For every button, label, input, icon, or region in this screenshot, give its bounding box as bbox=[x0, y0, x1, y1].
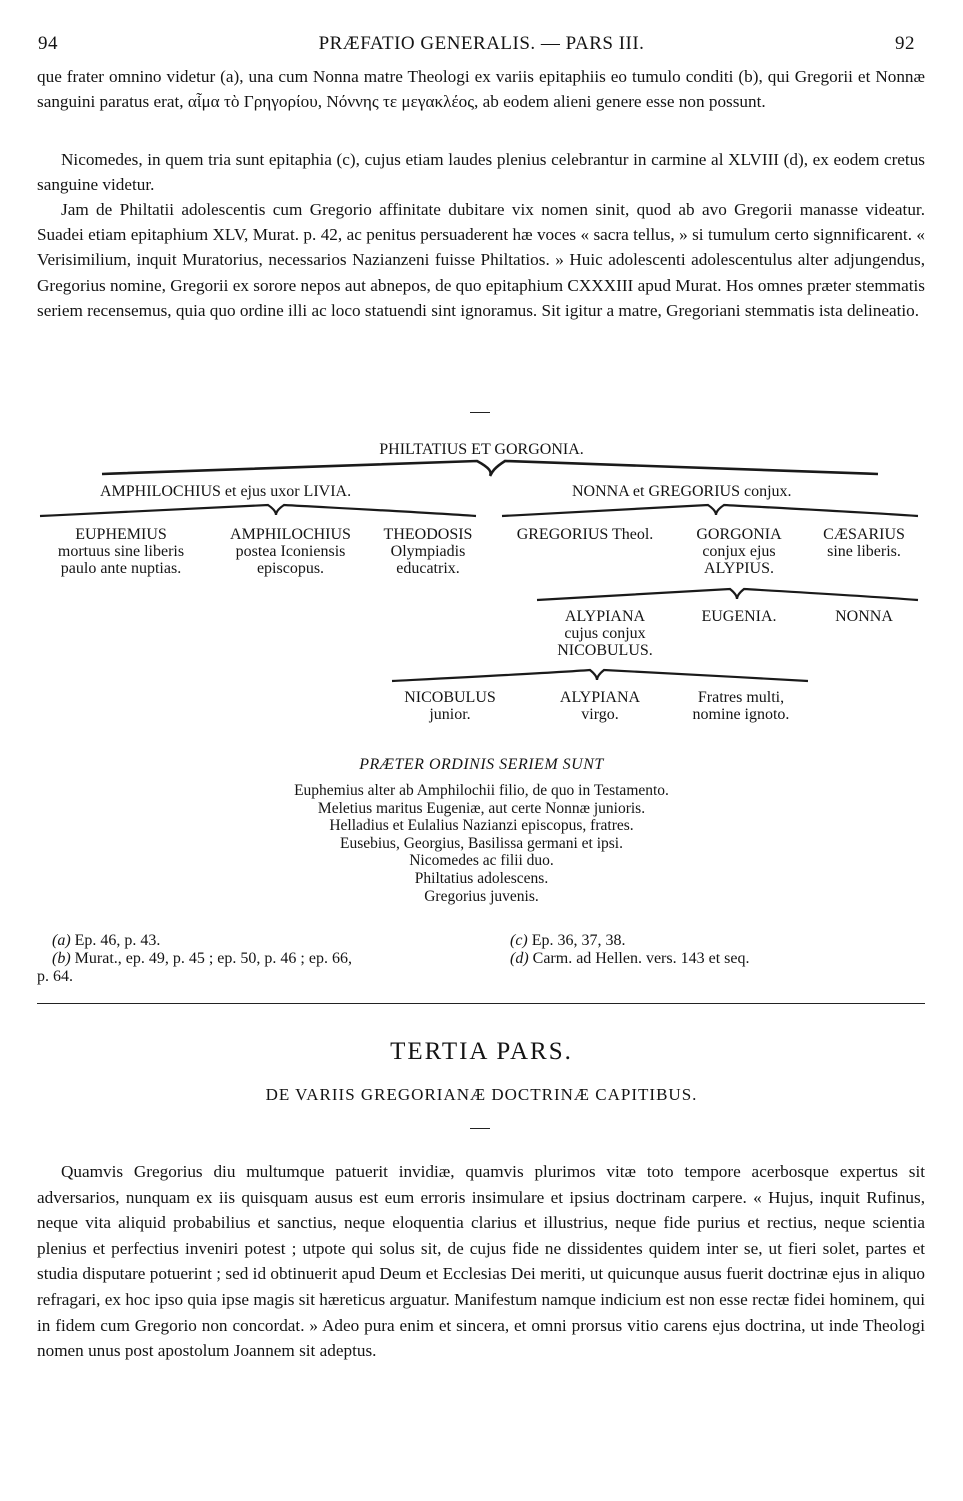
section-title: TERTIA PARS. bbox=[390, 1038, 573, 1065]
tree-eugenia bbox=[680, 608, 798, 625]
tree-node-line: conjux ejus bbox=[702, 543, 776, 560]
tree-node-line: postea Iconiensis bbox=[235, 543, 346, 560]
tree-node-line: junior. bbox=[429, 706, 471, 723]
praeter-line: Euphemius alter ab Amphilochii filio, de quo in Testamento. bbox=[294, 782, 669, 799]
footnote-d bbox=[510, 950, 749, 967]
tree-node-name: CÆSARIUS bbox=[823, 526, 905, 543]
page-number-left: 94 bbox=[38, 33, 58, 54]
tree-node-name: NONNA bbox=[835, 608, 893, 625]
footnote-mark: (b) bbox=[52, 950, 71, 967]
tree-node-name: AMPHILOCHIUS bbox=[230, 526, 351, 543]
tree-node-name: ALYPIANA bbox=[564, 608, 646, 625]
tree-node-line: episcopus. bbox=[256, 560, 325, 577]
intro-paragraph-3: Jam de Philtatii adolescentis cum Gregorio affinitate dubitare vix nomen sinit, quod ab avo Gregorii manasse videatur. Suadei etiam epitaphium XLV, Murat. p. 42, ac penitus persuaderent hæ voces « sacra tellus, » si tumulum certo signnificarent. « Verisimilium, inquit Muratorius, necessarios Nazianzeni fuisse Philtatios. » Huic adolescenti adolescentulus alter adjungendus, Gregorius nomine, Gregorii ex sorore nepos aut abnepos, de quo epitaphium CXXXIII apud Murat. Hos omnes præter stemmatis seriem recensemus, quia quo ordine illi ac loco statuendi sint ignoramus. Sit igitur a matre, Gregoriani stemmatis ista delineatio. bbox=[37, 200, 925, 320]
footnote-mark: (d) bbox=[510, 950, 529, 967]
praeter-line: Philtatius adolescens. bbox=[414, 869, 549, 887]
tree-node-line: ALYPIUS. bbox=[704, 560, 774, 577]
brace-alypiana bbox=[390, 667, 810, 687]
intro-paragraph-2: Nicomedes, in quem tria sunt epitaphia (c), cujus etiam laudes plenius celebrantur in carmine al XLVIII (d), ex eodem cretus sanguine videtur. bbox=[37, 150, 925, 195]
tree-node-name: GORGONIA bbox=[696, 526, 782, 543]
tree-node-name: EUPHEMIUS bbox=[75, 526, 167, 543]
tree-node-line: Olympiadis bbox=[390, 543, 466, 560]
tree-node-name: Fratres multi, bbox=[697, 689, 785, 706]
tree-right-branch: NONNA et GREGORIUS conjux. bbox=[572, 483, 792, 500]
tree-node-line: sine liberis. bbox=[827, 543, 901, 560]
footnote-text: Ep. 46, p. 43. bbox=[74, 932, 161, 949]
tree-alypiana-virgo bbox=[540, 689, 660, 723]
praeter-line: Gregorius juvenis. bbox=[424, 887, 539, 905]
tree-node-line: nomine ignoto. bbox=[692, 706, 790, 723]
footnote-text: Carm. ad Hellen. vers. 143 et seq. bbox=[532, 950, 750, 967]
tree-caesarius bbox=[808, 526, 920, 560]
praeter-list bbox=[0, 782, 963, 905]
footnote-c bbox=[510, 932, 626, 949]
section-subtitle: DE VARIIS GREGORIANÆ DOCTRINÆ CAPITIBUS. bbox=[265, 1085, 698, 1104]
tree-node-name: ALYPIANA bbox=[559, 689, 641, 706]
body-paragraph: Quamvis Gregorius diu multumque patuerit invidiæ, quamvis plurimos vitæ toto tempore acerbosque expertus sit adversarios, nunquam ex iis quisquam ausus est eum erroris insimulare et ipsius doctrinam carpere. « Hujus, inquit Rufinus, neque vita aliquid probabilius et sanctius, neque eloquentia clarius et illustrius, neque fide purius et rectius, neque scientia plenius et perfectius inveniri potest ; utpote qui solus sit, de cujus fide ne dissidentes quidem inter se, ut fieri solet, partes et studia disputare potuerint ; sed id obtinuerit apud Deum et Ecclesias Dei meriti, ut quicunque ausus fuerit doctrinæ ejus in aliquo refragari, ex hoc ipso quia ipse magis sit hæreticus arguatur. Manifestum namque indicium est non esse rectæ fidei hominem, qui in fidem cum Gregorio non concordat. » Adeo pura enim et sincera, et omni prorsus vitio carens ejus doctrina, ut inde Theologi nomen unus post apostolum Joannem sit adeptus. bbox=[37, 1162, 925, 1361]
footnote-b-continued: p. 64. bbox=[37, 968, 73, 985]
tree-gorgonia bbox=[680, 526, 798, 577]
tree-theodosis bbox=[372, 526, 484, 577]
tree-euphemius bbox=[36, 526, 206, 577]
tree-node-line: educatrix. bbox=[396, 560, 460, 577]
footnote-a bbox=[52, 932, 160, 949]
tree-node-name: GREGORIUS Theol. bbox=[516, 526, 654, 543]
tree-node-line: NICOBULUS. bbox=[557, 642, 653, 659]
tree-node-line: cujus conjux bbox=[564, 625, 646, 642]
brace-gorgonia bbox=[535, 586, 920, 606]
praeter-line: Nicomedes ac filii duo. bbox=[409, 852, 554, 870]
praeter-line: Eusebius, Georgius, Basilissa germani et ipsi. bbox=[340, 834, 623, 852]
brace-root bbox=[100, 458, 880, 484]
praeter-line: Helladius et Eulalius Nazianzi episcopus, fratres. bbox=[329, 817, 634, 835]
brace-nonna bbox=[500, 502, 920, 522]
footnote-mark: (c) bbox=[510, 932, 528, 949]
separator-dash bbox=[470, 412, 490, 413]
praeter-heading: PRÆTER ORDINIS SERIEM SUNT bbox=[359, 756, 604, 773]
tree-node-line: virgo. bbox=[581, 706, 619, 723]
tree-node-line: mortuus sine liberis bbox=[57, 543, 185, 560]
running-title: PRÆFATIO GENERALIS. — PARS III. bbox=[318, 33, 645, 54]
tree-left-branch: AMPHILOCHIUS et ejus uxor LIVIA. bbox=[100, 483, 352, 500]
footnote-text: Ep. 36, 37, 38. bbox=[531, 932, 626, 949]
tree-node-line: paulo ante nuptias. bbox=[60, 560, 182, 577]
tree-amphilochius-junior bbox=[208, 526, 373, 577]
tree-nicobulus-junior bbox=[390, 689, 510, 723]
footnote-b bbox=[52, 950, 352, 967]
tree-fratres bbox=[670, 689, 812, 723]
praeter-line: Meletius maritus Eugeniæ, aut certe Nonnæ junioris. bbox=[317, 799, 646, 817]
intro-paragraph-1: que frater omnino videtur (a), una cum Nonna matre Theologi ex variis epitaphiis eo tumulo conditi (b), qui Gregorii et Nonnæ sanguini paratus erat, αἷμα τὸ Γρηγορίου, Νόννης τε μεγακλέος, ab eodem alieni genere esse non possunt. bbox=[37, 67, 925, 112]
footnote-text: Murat., ep. 49, p. 45 ; ep. 50, p. 46 ; ep. 66, bbox=[74, 950, 352, 967]
tree-root: PHILTATIUS ET GORGONIA. bbox=[379, 441, 584, 458]
tree-gregorius-theol bbox=[500, 526, 670, 543]
tree-node-name: NICOBULUS bbox=[404, 689, 496, 706]
tree-alypiana bbox=[540, 608, 670, 659]
footnote-mark: (a) bbox=[52, 932, 71, 949]
tree-nonna-junior bbox=[808, 608, 920, 625]
section-separator-rule bbox=[37, 1003, 925, 1004]
tree-node-name: EUGENIA. bbox=[701, 608, 777, 625]
section-dash bbox=[470, 1128, 490, 1129]
page-number-right: 92 bbox=[895, 33, 915, 54]
tree-node-name: THEODOSIS bbox=[383, 526, 473, 543]
brace-amphilochius bbox=[38, 502, 478, 522]
